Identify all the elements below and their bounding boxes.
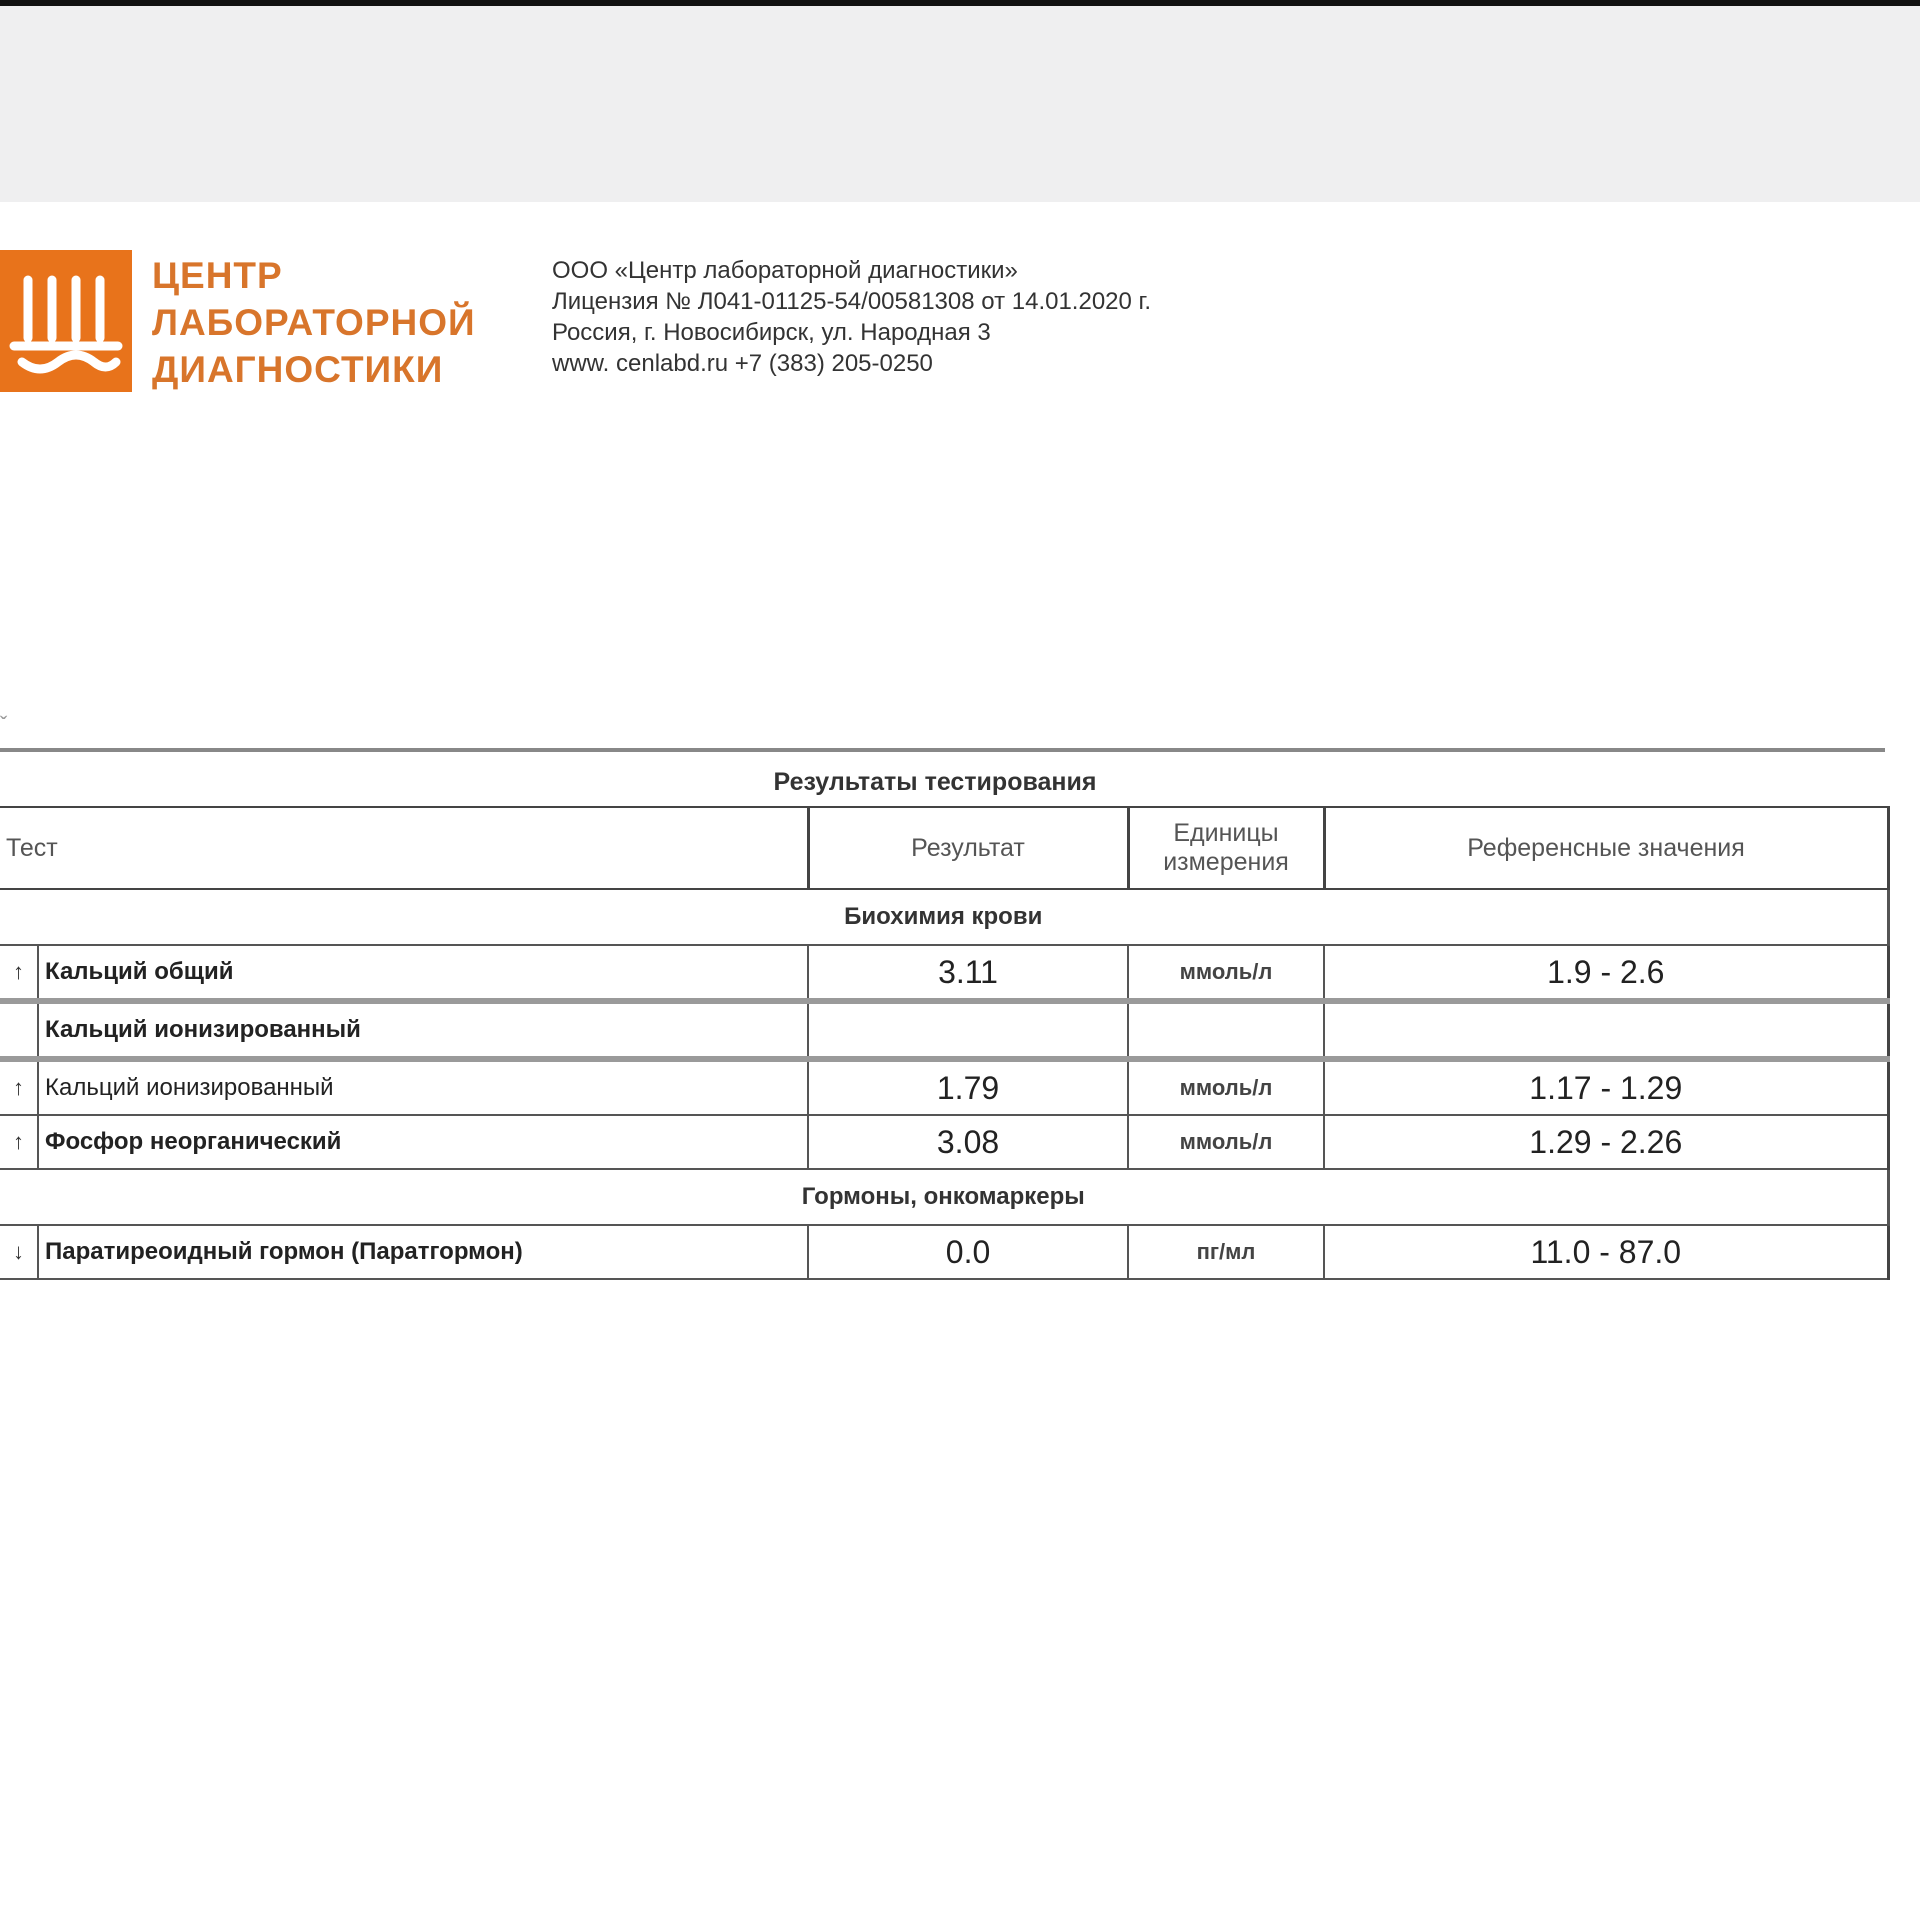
group-row <box>0 889 1888 945</box>
table-row <box>0 945 1888 1001</box>
test-unit: ммоль/л <box>1128 1059 1324 1115</box>
table-row <box>0 1115 1888 1169</box>
results-table <box>0 806 1890 1280</box>
logo-line-2: ЛАБОРАТОРНОЙ <box>152 302 476 343</box>
flag-up-icon: ↑ <box>0 945 38 1001</box>
lab-logo-icon <box>0 250 132 392</box>
test-unit <box>1128 1001 1324 1059</box>
test-unit: ммоль/л <box>1128 1115 1324 1169</box>
test-reference: 11.0 - 87.0 <box>1324 1225 1888 1279</box>
company-info <box>552 255 1151 379</box>
logo-line-3: ДИАГНОСТИКИ <box>152 349 444 390</box>
table-row <box>0 1059 1888 1115</box>
column-header-reference: Референсные значения <box>1324 807 1888 889</box>
column-header-unit: Единицы измерения <box>1128 807 1324 889</box>
test-result: 1.79 <box>808 1059 1128 1115</box>
test-reference: 1.29 - 2.26 <box>1324 1115 1888 1169</box>
test-result: 0.0 <box>808 1225 1128 1279</box>
test-name: Фосфор неорганический <box>38 1115 808 1169</box>
flag-cell <box>0 1001 38 1059</box>
results-header-row <box>0 807 1888 889</box>
flag-up-icon: ↑ <box>0 1059 38 1115</box>
test-name: Кальций ионизированный <box>38 1001 808 1059</box>
lab-logo-text <box>152 252 492 393</box>
test-name: Паратиреоидный гормон (Паратгормон) <box>38 1225 808 1279</box>
logo-line-1: ЦЕНТР <box>152 255 283 296</box>
group-title: Биохимия крови <box>0 889 1888 945</box>
table-row <box>0 1225 1888 1279</box>
test-result: 3.08 <box>808 1115 1128 1169</box>
flag-up-icon: ↑ <box>0 1115 38 1169</box>
test-reference: 1.17 - 1.29 <box>1324 1059 1888 1115</box>
column-header-test: Тест <box>0 807 808 889</box>
test-name: Кальций ионизированный <box>38 1059 808 1115</box>
results-title: Результаты тестирования <box>773 768 1097 796</box>
test-reference: 1.9 - 2.6 <box>1324 945 1888 1001</box>
company-name: ООО «Центр лабораторной диагностики» <box>552 257 1018 284</box>
test-result: 3.11 <box>808 945 1128 1001</box>
table-row <box>0 1001 1888 1059</box>
company-address: Россия, г. Новосибирск, ул. Народная 3 <box>552 319 991 346</box>
company-contacts: www. cenlabd.ru +7 (383) 205-0250 <box>552 350 933 377</box>
table-top-rule <box>0 748 1885 752</box>
test-reference <box>1324 1001 1888 1059</box>
group-row <box>0 1169 1888 1225</box>
group-title: Гормоны, онкомаркеры <box>0 1169 1888 1225</box>
test-result <box>808 1001 1128 1059</box>
scan-mark: ˇ <box>0 712 8 737</box>
test-unit: ммоль/л <box>1128 945 1324 1001</box>
flag-down-icon: ↓ <box>0 1225 38 1279</box>
company-license: Лицензия № Л041-01125-54/00581308 от 14.01.2020 г. <box>552 288 1152 315</box>
test-name: Кальций общий <box>38 945 808 1001</box>
header-band <box>0 6 1920 202</box>
column-header-result: Результат <box>808 807 1128 889</box>
test-unit: пг/мл <box>1128 1225 1324 1279</box>
